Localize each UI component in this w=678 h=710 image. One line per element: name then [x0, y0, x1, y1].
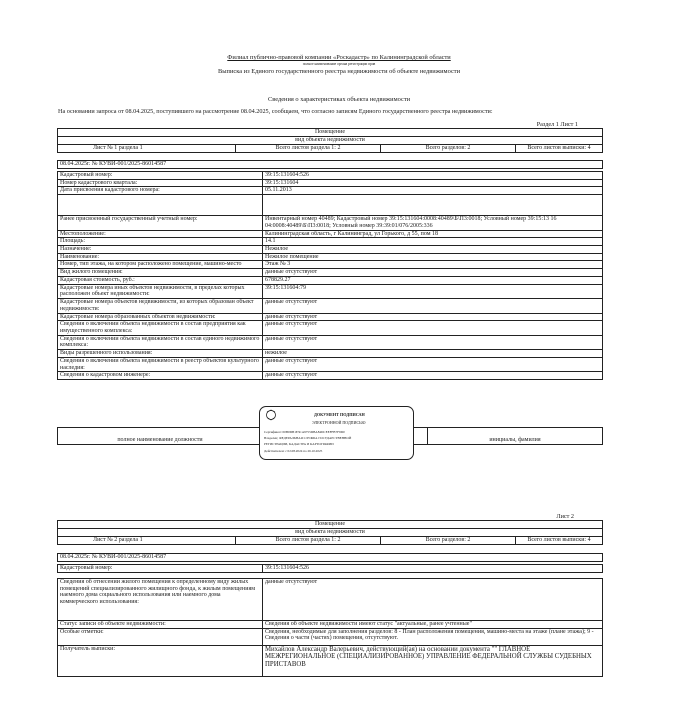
row-value: данные отсутствуют — [263, 335, 603, 349]
table-row — [58, 313, 603, 321]
row-value: данные отсутствуют — [263, 269, 603, 277]
request-text: На основании запроса от 08.04.2025, поступившего на рассмотрение 08.04.2025, сообщаем, что согласно записям Единого государственного реестра недвижимости: — [58, 108, 493, 115]
row-label: Сведения о кадастровом инженере: — [58, 372, 263, 380]
row-value: Инвентарный номер 40489; Кадастровый номер 39:15:131604:0008:40489\Б\П3:0018; Условный номер 39:15:13 16 04:0008:40489\Б\П3:0018; Условный номер 39:39:01/076/2005:336 — [263, 216, 603, 230]
sheet1-header-grid — [57, 128, 603, 153]
cad-label-2: Кадастровый номер: — [58, 565, 263, 573]
table-row — [58, 284, 603, 298]
row-label: Кадастровые номера иных объектов недвижимости, в пределах которых расположен объект недвижимости: — [58, 284, 263, 298]
row-value: 39:15:131604:526 — [263, 172, 603, 180]
sign-position-label: полное наименование должности — [58, 428, 263, 445]
row-value: Сведения, необходимые для заполнения разделов: 8 - План расположения помещения, машино-места на этаже (плане этажа); 9 - Сведения о части (частях) помещения, отсутствуют. — [263, 628, 603, 645]
stamp-title: ДОКУМЕНТ ПОДПИСАН — [314, 412, 365, 417]
sheet-no-2: Лист № 2 раздела 1 — [58, 537, 236, 545]
row-label: Кадастровая стоимость, руб.: — [58, 276, 263, 284]
row-label: Наименование: — [58, 253, 263, 261]
table-row — [58, 621, 603, 629]
table-row — [58, 350, 603, 358]
cad-value-2: 39:15:131604:526 — [263, 565, 603, 573]
sheet1-number-row — [57, 160, 603, 169]
row-label: Сведения о включении объекта недвижимости в состав единого недвижимого комплекса: — [58, 335, 263, 349]
extract-sheets-2: Всего листов выписки: 4 — [516, 537, 603, 545]
row-label: Сведения о включении объекта недвижимости в состав предприятия как имущественного комплекса: — [58, 321, 263, 335]
table-row — [58, 645, 603, 676]
sheet2-number-row — [57, 553, 603, 562]
row-value: данные отсутствуют — [263, 579, 603, 621]
row-value: данные отсутствуют — [263, 357, 603, 371]
table-row — [58, 179, 603, 187]
object-type-2: Помещение — [58, 521, 603, 529]
sheets-total-2: Всего листов раздела 1: 2 — [236, 537, 381, 545]
row-gap — [263, 195, 603, 216]
table-row — [58, 628, 603, 645]
table-row — [58, 230, 603, 238]
table-row — [58, 372, 603, 380]
row-value: Этаж № 3 — [263, 261, 603, 269]
row-label: Вид жилого помещения: — [58, 269, 263, 277]
row-value: данные отсутствуют — [263, 372, 603, 380]
table-row — [58, 357, 603, 371]
table-row — [58, 238, 603, 246]
extract-number-2: 08.04.2025г. № КУВИ-001/2025-86014587 — [58, 554, 603, 562]
stamp-cert: Сертификат: 00B0DB1E3CA9755DBA84DCEEFFB7F9D0 — [264, 430, 345, 434]
table-row — [58, 195, 603, 216]
row-label: Получатель выписки: — [58, 645, 263, 676]
sheets-total: Всего листов раздела 1: 2 — [236, 145, 381, 153]
row-label: Особые отметки: — [58, 628, 263, 645]
table-row — [58, 299, 603, 313]
row-label: Площадь: — [58, 238, 263, 246]
table-row — [58, 187, 603, 195]
branch-title: Филиал публично-правовой компании «Роскадастр» по Калининградской области — [227, 54, 451, 61]
sections-total: Всего разделов: 2 — [381, 145, 516, 153]
sheet2-table — [57, 578, 603, 677]
sheet1-table — [57, 171, 603, 380]
extract-sheets: Всего листов выписки: 4 — [516, 145, 603, 153]
row-value: Нежилое помещение — [263, 253, 603, 261]
object-kind-label: вид объекта недвижимости — [58, 137, 603, 145]
row-label: Сведения об отнесении жилого помещения к определенному виду жилых помещений специализированного жилищного фонда, к жилым помещениям наемного дома социального использования или наемного дома коммерческого использования: — [58, 579, 263, 621]
stamp-owner: Владелец: ФЕДЕРАЛЬНАЯ СЛУЖБА ГОСУДАРСТВЕННОЙ — [264, 436, 352, 440]
row-value: данные отсутствуют — [263, 321, 603, 335]
sheet-no: Лист № 1 раздела 1 — [58, 145, 236, 153]
table-row — [58, 246, 603, 254]
row-value: 39:15:131604 — [263, 179, 603, 187]
stamp-owner2: РЕГИСТРАЦИИ, КАДАСТРА И КАРТОГРАФИИ — [264, 442, 334, 446]
table-row — [58, 216, 603, 230]
row-label: Кадастровый номер: — [58, 172, 263, 180]
e-signature-stamp — [259, 406, 414, 460]
table-row — [58, 335, 603, 349]
sheet2-header-grid — [57, 520, 603, 545]
row-label: Ранее присвоенный государственный учетный номер: — [58, 216, 263, 230]
sheet2-cad-row — [57, 564, 603, 573]
object-type: Помещение — [58, 129, 603, 137]
row-label: Номер кадастрового квартала: — [58, 179, 263, 187]
row-value: Михайлов Александр Валерьевич, действующий(ая) на основании документа "" ГЛАВНОЕ МЕЖРЕГИОНАЛЬНОЕ (СПЕЦИАЛИЗИРОВАННОЕ) УПРАВЛЕНИЕ ФЕДЕРАЛЬНОЙ СЛУЖБЫ СУДЕБНЫХ ПРИСТАВОВ — [263, 645, 603, 676]
table-row — [58, 321, 603, 335]
section-label: Раздел 1 Лист 1 — [536, 121, 578, 128]
row-value: данные отсутствуют — [263, 299, 603, 313]
row-value: 14.1 — [263, 238, 603, 246]
extract-number: 08.04.2025г. № КУВИ-001/2025-86014587 — [58, 161, 603, 169]
row-value: 05.11.2013 — [263, 187, 603, 195]
row-value: 39:15:131604:79 — [263, 284, 603, 298]
row-label: Сведения о включении объекта недвижимости в реестр объектов культурного наследия: — [58, 357, 263, 371]
table-row — [58, 261, 603, 269]
stamp-subtitle: ЭЛЕКТРОННОЙ ПОДПИСЬЮ — [312, 420, 366, 425]
stamp-valid: Действителен: с 02.08.2024 по 26.10.2025 — [264, 449, 323, 453]
table-row — [58, 579, 603, 621]
row-gap — [58, 195, 263, 216]
table-row — [58, 269, 603, 277]
row-label: Виды разрешенного использования: — [58, 350, 263, 358]
row-value: 678829.27 — [263, 276, 603, 284]
table-row — [58, 172, 603, 180]
row-label: Местоположение: — [58, 230, 263, 238]
table-row — [58, 276, 603, 284]
row-label: Номер, тип этажа, на котором расположено помещение, машино-место — [58, 261, 263, 269]
sign-name-label: инициалы, фамилия — [428, 428, 603, 445]
sheet2-label: Лист 2 — [556, 513, 574, 520]
row-value: данные отсутствуют — [263, 313, 603, 321]
row-label: Дата присвоения кадастрового номера: — [58, 187, 263, 195]
row-label: Статус записи об объекте недвижимости: — [58, 621, 263, 629]
extract-title: Выписка из Единого государственного реестра недвижимости об объекте недвижимости — [217, 68, 460, 75]
row-label: Назначение: — [58, 246, 263, 254]
info-title: Сведения о характеристиках объекта недвижимости — [267, 96, 411, 103]
sections-total-2: Всего разделов: 2 — [381, 537, 516, 545]
branch-subtitle: полное наименование органа регистрации прав — [302, 62, 376, 66]
row-label: Кадастровые номера образованных объектов недвижимости: — [58, 313, 263, 321]
row-value: Нежилое — [263, 246, 603, 254]
row-value: Калининградская область, г Калининград, ул Горького, д 55, пом 18 — [263, 230, 603, 238]
emblem-icon — [264, 409, 278, 421]
row-value: Сведения об объекте недвижимости имеют статус "актуальные, ранее учтенные" — [263, 621, 603, 629]
row-label: Кадастровые номера объектов недвижимости, из которых образован объект недвижимости: — [58, 299, 263, 313]
table-row — [58, 253, 603, 261]
object-kind-label-2: вид объекта недвижимости — [58, 529, 603, 537]
row-value: нежилое — [263, 350, 603, 358]
